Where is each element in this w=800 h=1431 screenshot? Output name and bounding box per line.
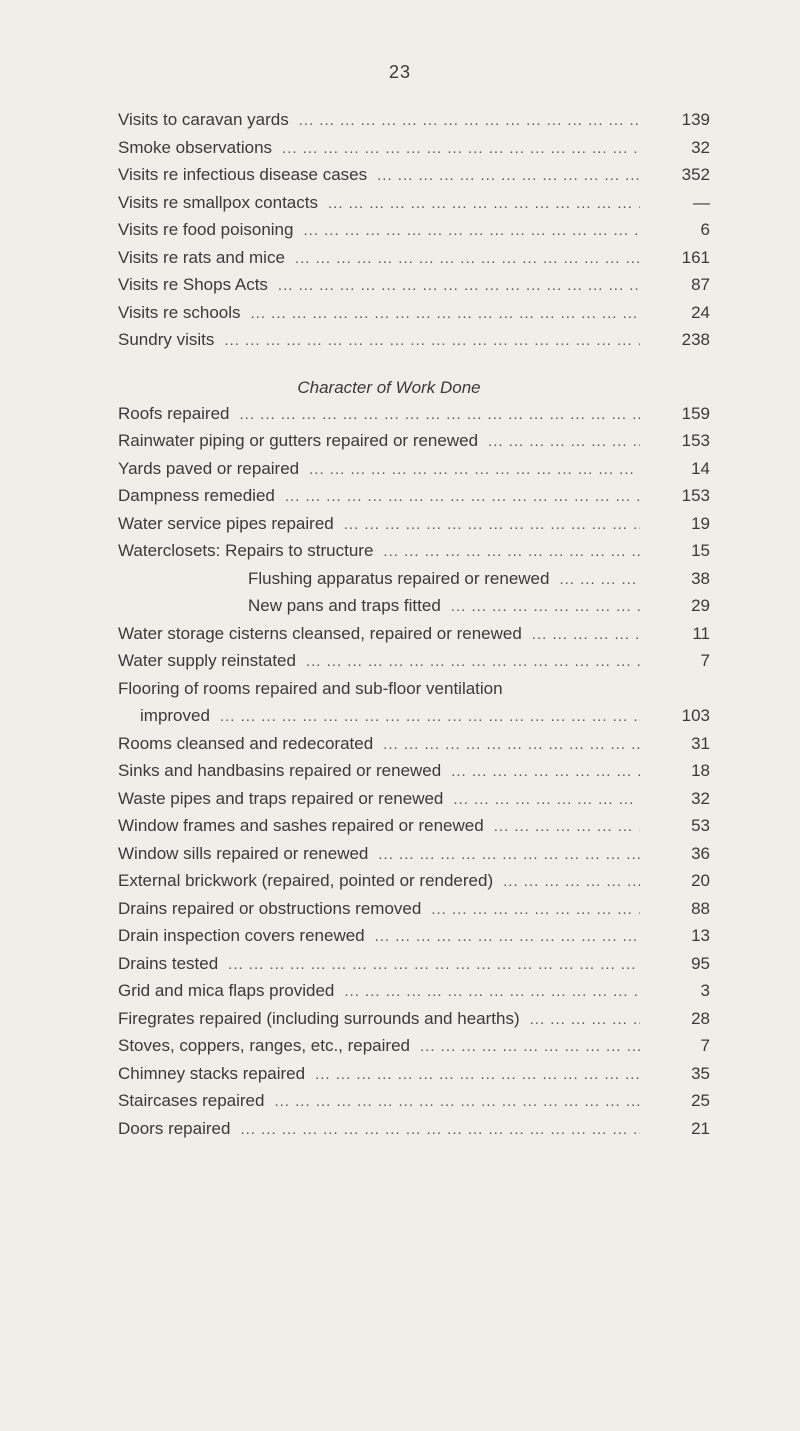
item-value: 159 — [681, 403, 710, 423]
list-item — [118, 404, 710, 432]
list-item — [118, 110, 710, 138]
list-item — [118, 844, 710, 872]
item-value: 32 — [691, 788, 710, 808]
list-item — [118, 706, 710, 734]
item-value: 352 — [681, 165, 710, 184]
item-label: Visits to caravan yards — [118, 110, 289, 129]
item-label: Rooms cleansed and redecorated — [118, 733, 374, 753]
item-label: Doors repaired — [118, 1118, 231, 1138]
list-item — [118, 486, 710, 514]
item-label: Water service pipes repaired — [118, 513, 334, 533]
item-label: Rainwater piping or gutters repaired or renewed — [118, 431, 479, 450]
list-item — [118, 275, 710, 303]
item-label: Visits re rats and mice — [118, 247, 285, 267]
item-label: Sundry visits — [118, 330, 215, 349]
list-item — [118, 431, 710, 459]
list-item — [118, 330, 710, 358]
item-label: Drain inspection covers renewed — [118, 926, 365, 945]
item-label: Waste pipes and traps repaired or renewed — [118, 788, 444, 808]
section-title: Character of Work Done — [297, 377, 481, 397]
item-value: 87 — [691, 275, 710, 294]
item-value: 31 — [691, 733, 710, 753]
list-item — [118, 541, 710, 569]
item-value: 13 — [691, 926, 710, 945]
list-item — [118, 1091, 710, 1119]
item-label: Visits re smallpox contacts — [118, 192, 318, 212]
item-label: Stoves, coppers, ranges, etc., repaired — [118, 1036, 410, 1055]
item-value: 238 — [681, 330, 710, 349]
item-label: Visits re infectious disease cases — [118, 165, 368, 184]
item-value: 3 — [700, 981, 710, 1000]
list-item — [118, 138, 710, 166]
list-item — [118, 193, 710, 221]
item-label: External brickwork (repaired, pointed or rendered) — [118, 871, 494, 890]
item-value: 139 — [681, 110, 710, 129]
item-value: 29 — [691, 596, 710, 615]
list-item — [118, 248, 710, 276]
item-label: Visits re Shops Acts — [118, 275, 268, 294]
item-value: 153 — [681, 486, 710, 505]
list-item — [118, 816, 710, 844]
item-label: Chimney stacks repaired — [118, 1063, 306, 1083]
item-label: Grid and mica flaps provided — [118, 981, 335, 1000]
item-value: 38 — [691, 568, 710, 588]
item-label: Firegrates repaired (including surrounds and hearths) — [118, 1008, 520, 1028]
item-value: 53 — [691, 816, 710, 835]
item-value: 24 — [691, 302, 710, 322]
list-item — [118, 165, 710, 193]
item-value: 6 — [700, 220, 710, 239]
item-label: Roofs repaired — [118, 403, 230, 423]
list-item — [118, 651, 710, 679]
item-label: Flooring of rooms repaired and sub-floor ventilation — [118, 678, 503, 698]
list-item — [118, 789, 710, 817]
item-label: Water supply reinstated — [118, 651, 296, 670]
item-label: Visits re food poisoning — [118, 220, 294, 239]
list-item — [118, 303, 710, 331]
item-value: 103 — [681, 706, 710, 725]
list-item — [118, 514, 710, 542]
item-label: Dampness remedied — [118, 486, 275, 505]
item-value: 88 — [691, 898, 710, 918]
report-list — [118, 110, 710, 1146]
list-item — [118, 679, 710, 707]
list-item — [118, 1064, 710, 1092]
item-label: Flushing apparatus repaired or renewed — [248, 568, 550, 588]
list-item — [118, 1009, 710, 1037]
item-value: 28 — [691, 1008, 710, 1028]
item-label: Window frames and sashes repaired or renewed — [118, 816, 484, 835]
item-label: Visits re schools — [118, 302, 241, 322]
item-value: 25 — [691, 1091, 710, 1110]
list-item — [118, 220, 710, 248]
item-value: 18 — [691, 761, 710, 780]
list-item — [118, 459, 710, 487]
item-label: Window sills repaired or renewed — [118, 843, 369, 863]
item-label: improved — [140, 706, 210, 725]
item-value: 14 — [691, 458, 710, 478]
item-value: 35 — [691, 1063, 710, 1083]
list-item — [118, 899, 710, 927]
item-label: Yards paved or repaired — [118, 458, 300, 478]
list-item — [118, 954, 710, 982]
list-item — [118, 981, 710, 1009]
list-item — [118, 1036, 710, 1064]
item-value: 7 — [700, 1036, 710, 1055]
item-label: Drains repaired or obstructions removed — [118, 898, 422, 918]
item-value: 20 — [691, 871, 710, 890]
list-item — [118, 761, 710, 789]
item-label: Staircases repaired — [118, 1091, 265, 1110]
item-label: Waterclosets: Repairs to structure — [118, 541, 374, 560]
item-value: 36 — [691, 843, 710, 863]
item-value: 153 — [681, 431, 710, 450]
item-label: Sinks and handbasins repaired or renewed — [118, 761, 442, 780]
item-label: New pans and traps fitted — [248, 596, 441, 615]
item-value: 11 — [692, 623, 710, 643]
item-value: 19 — [691, 513, 710, 533]
list-item — [118, 734, 710, 762]
item-value: 15 — [691, 541, 710, 560]
item-value: 32 — [691, 137, 710, 157]
list-item — [118, 871, 710, 899]
list-item — [118, 1119, 710, 1147]
item-label: Smoke observations — [118, 137, 273, 157]
page-number: 23 — [388, 62, 412, 82]
item-label: Water storage cisterns cleansed, repaired or renewed — [118, 623, 522, 643]
list-item — [118, 926, 710, 954]
list-item — [118, 596, 710, 624]
item-value: 161 — [681, 247, 710, 267]
list-item — [118, 624, 710, 652]
item-value: 21 — [691, 1118, 710, 1138]
item-value: — — [693, 192, 710, 212]
item-value: 7 — [700, 651, 710, 670]
item-label: Drains tested — [118, 953, 219, 973]
item-value: 95 — [691, 953, 710, 973]
list-item — [118, 569, 710, 597]
